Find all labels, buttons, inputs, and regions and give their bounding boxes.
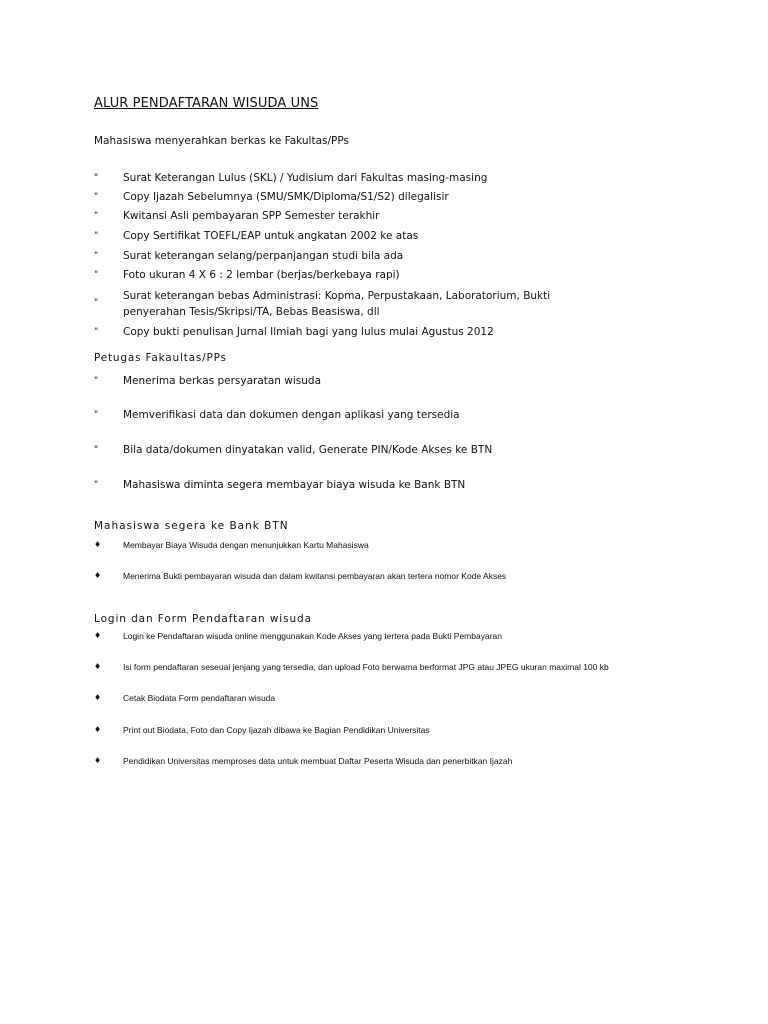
list-item-text: Login ke Pendaftaran wisuda online menggunakan Kode Akses yang tertera pada Bukti Pembayaran: [123, 631, 502, 641]
list-item-text: Cetak Biodata Form pendaftaran wisuda: [123, 693, 276, 703]
list-item-text: Surat keterangan bebas Administrasi: Kopma, Perpustakaan, Laboratorium, Bukti penyerahan Tesis/Skripsi/TA, Bebas Beasiswa, dll: [123, 290, 551, 318]
bullet-mark: ♦: [94, 631, 102, 640]
list-item-text: Memverifikasi data dan dokumen dengan aplikasi yang tersedia: [123, 409, 460, 421]
list-item-text: Kwitansi Asli pembayaran SPP Semester terakhir: [123, 210, 380, 222]
list-item-text: Membayar Biaya Wisuda dengan menunjukkan Kartu Mahasiswa: [123, 540, 369, 550]
list-item-text: Menerima berkas persyaratan wisuda: [123, 375, 322, 387]
bullet-mark: ♦: [94, 571, 102, 580]
section-heading-bank-btn: Mahasiswa segera ke Bank BTN: [94, 520, 289, 532]
bullet-mark: ": [94, 327, 99, 337]
bullet-mark: ♦: [94, 540, 102, 549]
bullet-mark: ♦: [94, 756, 102, 765]
bullet-mark: ": [94, 376, 99, 386]
document-title: ALUR PENDAFTARAN WISUDA UNS: [94, 96, 319, 111]
list-item-text: Foto ukuran 4 X 6 : 2 lembar (berjas/berkebaya rapi): [123, 269, 400, 281]
bullet-mark: ": [94, 270, 99, 280]
list-item-text: Isi form pendaftaran seseuai jenjang yang tersedia, dan upload Foto berwarna berformat JPG atau JPEG ukuran maximal 100 kb: [123, 662, 609, 672]
list-item-text: Copy Sertifikat TOEFL/EAP untuk angkatan 2002 ke atas: [123, 230, 419, 242]
bullet-mark: ": [94, 211, 99, 221]
bullet-mark: ♦: [94, 662, 102, 671]
section-heading-petugas: Petugas Fakaultas/PPs: [94, 352, 227, 364]
bullet-mark: ": [94, 298, 99, 308]
list-item-text: Surat Keterangan Lulus (SKL) / Yudisium dari Fakultas masing-masing: [123, 172, 488, 184]
list-item-text: Mahasiswa diminta segera membayar biaya wisuda ke Bank BTN: [123, 479, 466, 491]
list-item-text: Bila data/dokumen dinyatakan valid, Generate PIN/Kode Akses ke BTN: [123, 444, 493, 456]
section-heading-login: Login dan Form Pendaftaran wisuda: [94, 613, 312, 625]
bullet-mark: ": [94, 231, 99, 241]
list-item-text: Surat keterangan selang/perpanjangan studi bila ada: [123, 250, 404, 262]
bullet-mark: ": [94, 173, 99, 183]
bullet-mark: ♦: [94, 725, 102, 734]
bullet-mark: ": [94, 445, 99, 455]
list-item-text: Copy bukti penulisan Jurnal Ilmiah bagi yang lulus mulai Agustus 2012: [123, 326, 494, 338]
bullet-mark: ": [94, 192, 99, 202]
bullet-mark: ": [94, 480, 99, 490]
section-heading-berkas: Mahasiswa menyerahkan berkas ke Fakultas/PPs: [94, 135, 349, 147]
list-item-text: Print out Biodata, Foto dan Copy Ijazah dibawa ke Bagian Pendidikan Universitas: [123, 725, 430, 735]
bullet-mark: ": [94, 410, 99, 420]
list-item-text: Menerima Bukti pembayaran wisuda dan dalam kwitansi pembayaran akan tertera nomor Kode Akses: [123, 571, 507, 581]
list-item-text: Pendidikan Universitas memproses data untuk membuat Daftar Peserta Wisuda dan penerbitkan Ijazah: [123, 756, 513, 766]
list-item-text: Copy Ijazah Sebelumnya (SMU/SMK/Diploma/S1/S2) dilegalisir: [123, 191, 449, 203]
bullet-mark: ": [94, 251, 99, 261]
bullet-mark: ♦: [94, 693, 102, 702]
